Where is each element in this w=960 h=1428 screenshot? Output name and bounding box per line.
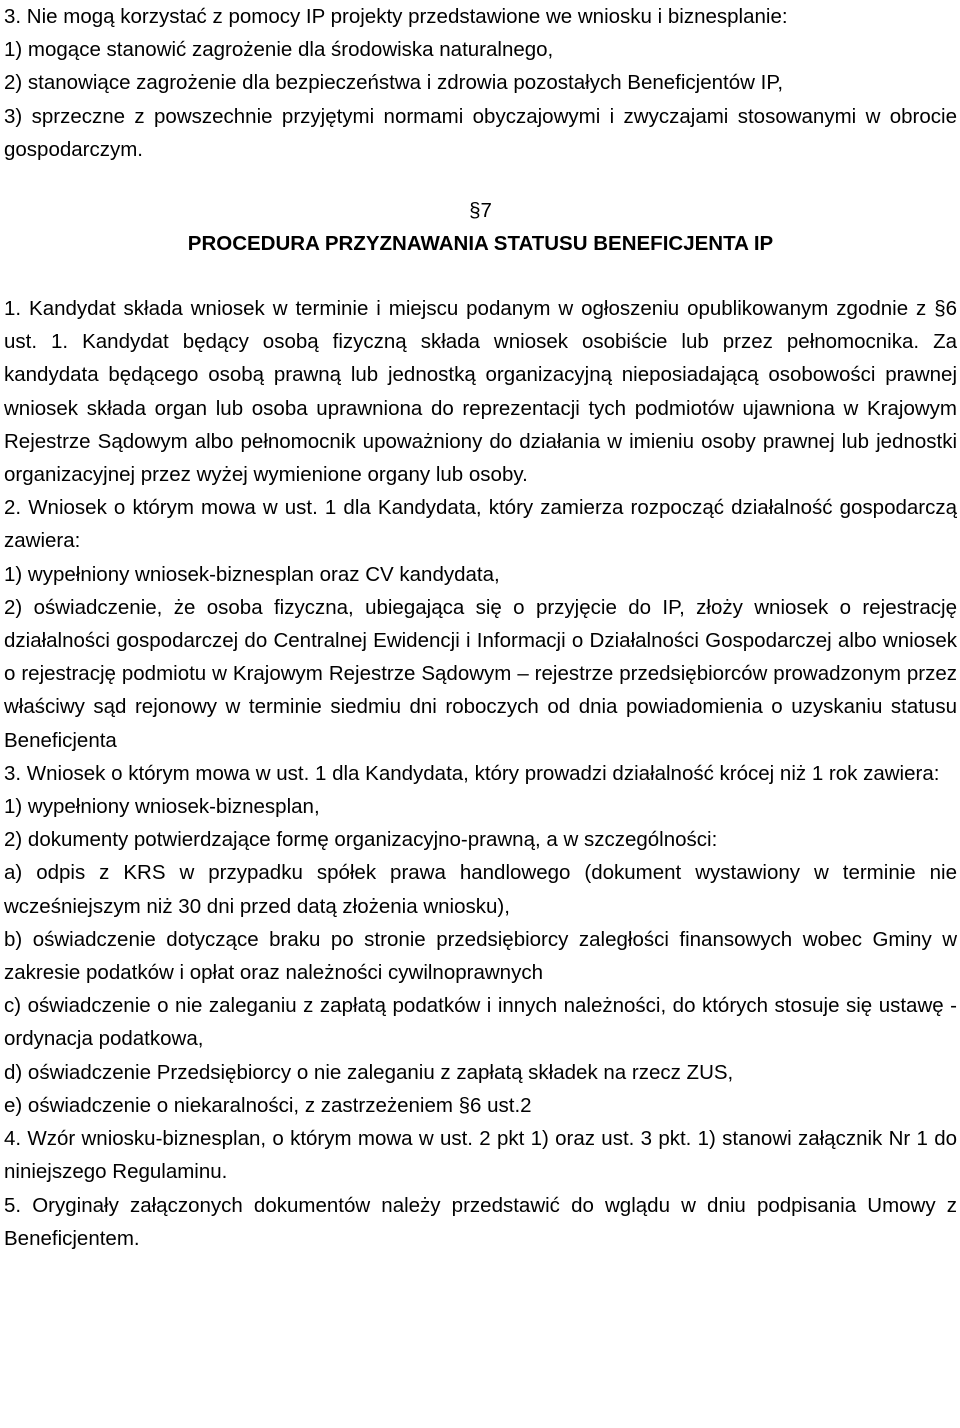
list-item-6-3-2: 2) stanowiące zagrożenie dla bezpieczeństwa i zdrowia pozostałych Beneficjentów IP,: [4, 71, 784, 95]
list-item-7-3-2: 2) dokumenty potwierdzające formę organizacyjno-prawną, a w szczególności:: [4, 828, 718, 852]
paragraph-7-5: 5. Oryginały załączonych dokumentów należy przedstawić do wglądu w dniu podpisania Umowy z Beneficjentem.: [4, 1193, 957, 1250]
list-item-6-3-1: 1) mogące stanowić zagrożenie dla środowiska naturalnego,: [4, 38, 554, 62]
list-item-7-3-1: 1) wypełniony wniosek-biznesplan,: [4, 795, 320, 819]
list-item-6-3-3: 3) sprzeczne z powszechnie przyjętymi normami obyczajowymi i zwyczajami stosowanymi w obrocie gospodarczym.: [4, 104, 957, 161]
list-item-7-3-e: e) oświadczenie o niekaralności, z zastrzeżeniem §6 ust.2: [4, 1093, 532, 1117]
list-item-7-3-d: d) oświadczenie Przedsiębiorcy o nie zaleganiu z zapłatą składek na rzecz ZUS,: [4, 1060, 734, 1084]
paragraph-7-3: 3. Wniosek o którym mowa w ust. 1 dla Kandydata, który prowadzi działalność krócej niż 1 rok zawiera:: [4, 761, 940, 785]
list-item-7-2-1: 1) wypełniony wniosek-biznesplan oraz CV kandydata,: [4, 562, 500, 586]
paragraph-7-2: 2. Wniosek o którym mowa w ust. 1 dla Kandydata, który zamierza rozpocząć działalność gospodarczą zawiera:: [4, 496, 957, 553]
paragraph-6-3: 3. Nie mogą korzystać z pomocy IP projekty przedstawione we wniosku i biznesplanie:: [4, 5, 788, 28]
paragraph-7-1: 1. Kandydat składa wniosek w terminie i miejscu podanym w ogłoszeniu opublikowanym zgodnie z §6 ust. 1. Kandydat będący osobą fizyczną składa wniosek osobiście lub przez pełnomocnika. Za kandydata będącego osobą prawną lub jednostką organizacyjną nieposiadającą osobowości prawnej wniosek składa organ lub osoba uprawniona do reprezentacji tych podmiotów ujawniona w Krajowym Rejestrze Sądowym albo pełnomocnik upoważniony do działania w imieniu osoby prawnej lub jednostki organizacyjnej przez wyżej wymienione organy lub osoby.: [4, 297, 957, 487]
list-item-7-3-b: b) oświadczenie dotyczące braku po stronie przedsiębiorcy zaległości finansowych wobec Gminy w zakresie podatków i opłat oraz należności cywilnoprawnych: [4, 927, 957, 985]
list-item-7-2-2: 2) oświadczenie, że osoba fizyczna, ubiegająca się o przyjęcie do IP, złoży wniosek o rejestrację działalności gospodarczej do Centralnej Ewidencji i Informacji o Działalności Gospodarczej albo wniosek o rejestrację podmiotu w Krajowym Rejestrze Sądowym – rejestrze przedsiębiorców prowadzonym przez właściwy sąd rejonowy w terminie siedmiu dni roboczych od dnia powiadomienia o uzyskaniu statusu Beneficjenta: [4, 595, 957, 752]
section-title: PROCEDURA PRZYZNAWANIA STATUSU BENEFICJENTA IP: [187, 232, 774, 256]
list-item-7-3-a: a) odpis z KRS w przypadku spółek prawa handlowego (dokument wystawiony w terminie nie wcześniejszym niż 30 dni przed datą złożenia wniosku),: [4, 861, 957, 918]
list-item-7-3-c: c) oświadczenie o nie zaleganiu z zapłatą podatków i innych należności, do których stosuje się ustawę - ordynacja podatkowa,: [4, 994, 957, 1051]
section-number: §7: [469, 199, 492, 223]
paragraph-7-4: 4. Wzór wniosku-biznesplan, o którym mowa w ust. 2 pkt 1) oraz ust. 3 pkt. 1) stanowi załącznik Nr 1 do niniejszego Regulaminu.: [4, 1127, 957, 1184]
